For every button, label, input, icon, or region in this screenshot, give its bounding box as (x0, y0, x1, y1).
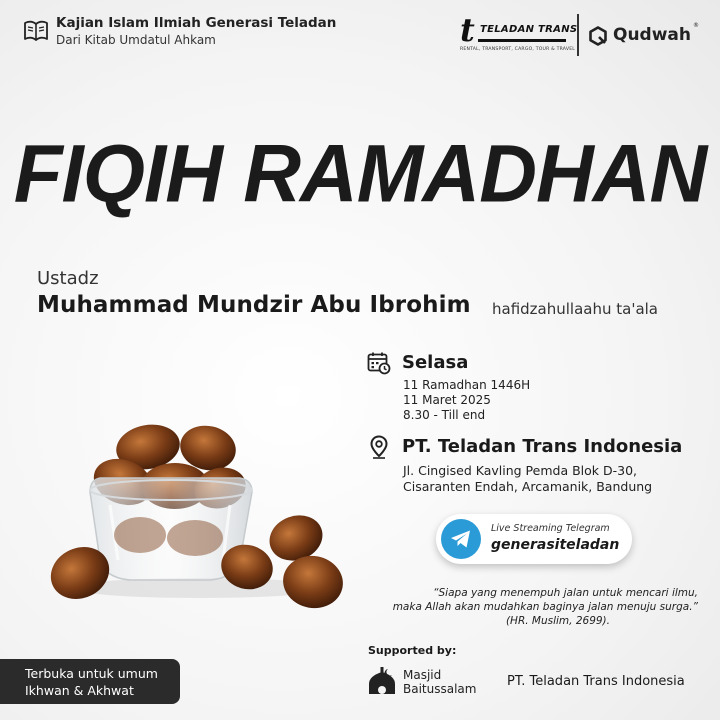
map-pin-icon (369, 435, 389, 459)
header-divider (577, 14, 579, 56)
masjid-name-line2: Baitussalam (403, 682, 477, 696)
speaker-honorific: hafidzahullaahu ta'ala (492, 300, 658, 318)
telegram-streaming-link[interactable] (436, 514, 632, 564)
sponsor-company: PT. Teladan Trans Indonesia (507, 674, 685, 689)
calendar-clock-icon (367, 351, 391, 375)
qudwah-q-icon (588, 26, 608, 46)
gregorian-date: 11 Maret 2025 (403, 393, 491, 407)
telegram-channel-name: generasiteladan (491, 537, 620, 553)
teladan-trans-logo-bar (478, 39, 566, 42)
hadith-quote-line1: “Siapa yang menempuh jalan untuk mencari ilmu, (433, 587, 698, 599)
organizer-subtitle: Dari Kitab Umdatul Ahkam (56, 33, 216, 47)
hadith-quote-line2: maka Allah akan mudahkan baginya jalan menuju surga.” (392, 601, 698, 613)
venue-address-line1: Jl. Cingised Kavling Pemda Blok D-30, (403, 463, 638, 478)
telegram-streaming-label: Live Streaming Telegram (491, 523, 610, 534)
event-title: FIQIH RAMADHAN (13, 128, 707, 219)
supported-by-label: Supported by: (368, 644, 457, 657)
teladan-trans-logo (460, 11, 578, 56)
hijri-date: 11 Ramadhan 1446H (403, 378, 531, 392)
qudwah-registered-mark: ® (693, 22, 699, 29)
masjid-name-line1: Masjid (403, 668, 442, 682)
mosque-icon (366, 666, 398, 696)
telegram-icon (441, 519, 481, 559)
audience-badge (0, 659, 180, 704)
qudwah-logo-text: Qudwah (613, 25, 692, 45)
event-day: Selasa (402, 352, 469, 373)
open-book-icon (22, 16, 50, 44)
teladan-trans-tagline: RENTAL, TRANSPORT, CARGO, TOUR & TRAVEL (460, 47, 576, 52)
teladan-trans-mark: t (460, 11, 475, 49)
hadith-quote-source: (HR. Muslim, 2699). (505, 615, 610, 627)
dates-bowl-image (40, 410, 360, 620)
event-time: 8.30 - Till end (403, 408, 486, 422)
teladan-trans-logo-text: TELADAN TRANS (480, 24, 578, 35)
speaker-name: Muhammad Mundzir Abu Ibrohim (37, 292, 471, 318)
audience-line1: Terbuka untuk umum (25, 666, 158, 681)
audience-line2: Ikhwan & Akhwat (25, 683, 134, 698)
venue-name: PT. Teladan Trans Indonesia (402, 436, 683, 457)
speaker-label: Ustadz (37, 268, 99, 289)
venue-address-line2: Cisaranten Endah, Arcamanik, Bandung (403, 479, 653, 494)
organizer-title: Kajian Islam Ilmiah Generasi Teladan (56, 15, 337, 31)
